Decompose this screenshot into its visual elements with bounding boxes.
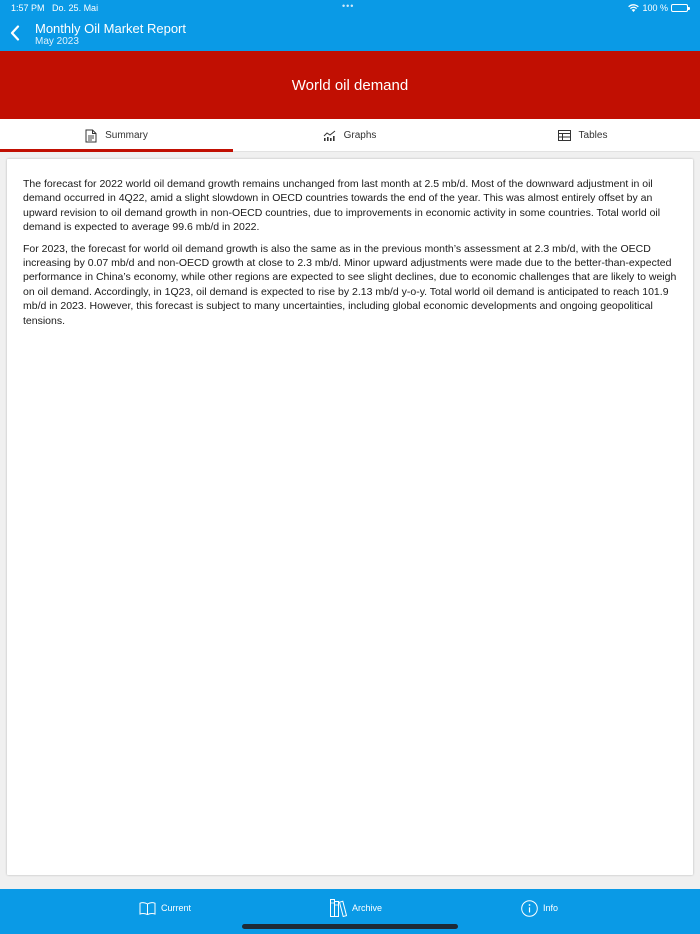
document-icon <box>85 129 97 143</box>
status-bar <box>0 0 700 16</box>
chart-icon <box>323 130 336 141</box>
table-icon <box>558 130 571 141</box>
tab-graphs-label: Graphs <box>343 130 377 141</box>
app-header <box>0 0 700 51</box>
info-icon <box>521 900 538 917</box>
summary-paragraph: For 2023, the forecast for world oil demand growth is also the same as in the previous month’s assessment at 2.3 mb/d, with the OECD increasing by 0.07 mb/d and non-OECD growth at close to 2.3 mb/d. Minor upward adjustments were made due to the better-than-expected performance in China’s economy, while other regions are expected to see slight declines, due to economic challenges that are likely to weigh on oil demand. Accordingly, in 1Q23, oil demand is expected to rise by 2.13 mb/d y-o-y. Total world oil demand is anticipated to reach 101.9 mb/d in 2023. However, this forecast is subject to many uncertainties, including global economic developments and ongoing geopolitical tensions. <box>23 242 677 327</box>
multitasking-dots[interactable]: ••• <box>342 1 355 11</box>
battery-icon <box>671 4 688 12</box>
bottom-tab-info-label: Info <box>543 903 559 913</box>
tab-summary[interactable] <box>0 119 233 152</box>
archive-icon <box>330 899 347 917</box>
bottom-tab-current[interactable] <box>139 898 191 918</box>
summary-card <box>7 159 693 875</box>
tab-graphs[interactable] <box>233 119 466 152</box>
section-banner <box>0 51 700 119</box>
status-indicators <box>628 3 688 13</box>
summary-paragraph: The forecast for 2022 world oil demand growth remains unchanged from last month at 2.5 mb/d. Most of the downward adjustment in oil demand occurred in 4Q22, amid a slight slowdown in OECD countries towards the end of the year. This was almost entirely offset by an upward revision to oil demand growth in non-OECD countries, due to improvements in economic activity in some countries. Total world oil demand is expected to average 99.6 mb/d in 2022. <box>23 178 661 234</box>
chevron-left-icon <box>10 25 20 41</box>
report-date: May 2023 <box>35 36 79 47</box>
tab-tables[interactable] <box>466 119 699 152</box>
tab-tables-label: Tables <box>578 130 608 141</box>
back-button[interactable] <box>6 22 24 44</box>
tab-summary-label: Summary <box>105 130 148 141</box>
bottom-tab-current-label: Current <box>161 903 192 913</box>
bottom-tab-archive-label: Archive <box>352 903 383 913</box>
wifi-icon <box>628 4 639 12</box>
bottom-tab-archive[interactable] <box>330 898 382 918</box>
active-tab-indicator <box>0 149 233 152</box>
book-icon <box>139 902 156 915</box>
battery-percent: 100 % <box>642 3 668 13</box>
section-title: World oil demand <box>291 76 409 94</box>
tab-bar <box>0 119 700 152</box>
report-title: Monthly Oil Market Report <box>35 21 186 36</box>
bottom-tab-info[interactable] <box>521 898 558 918</box>
status-time-date: 1:57 PM Do. 25. Mai <box>11 3 99 13</box>
home-indicator[interactable] <box>242 924 458 929</box>
